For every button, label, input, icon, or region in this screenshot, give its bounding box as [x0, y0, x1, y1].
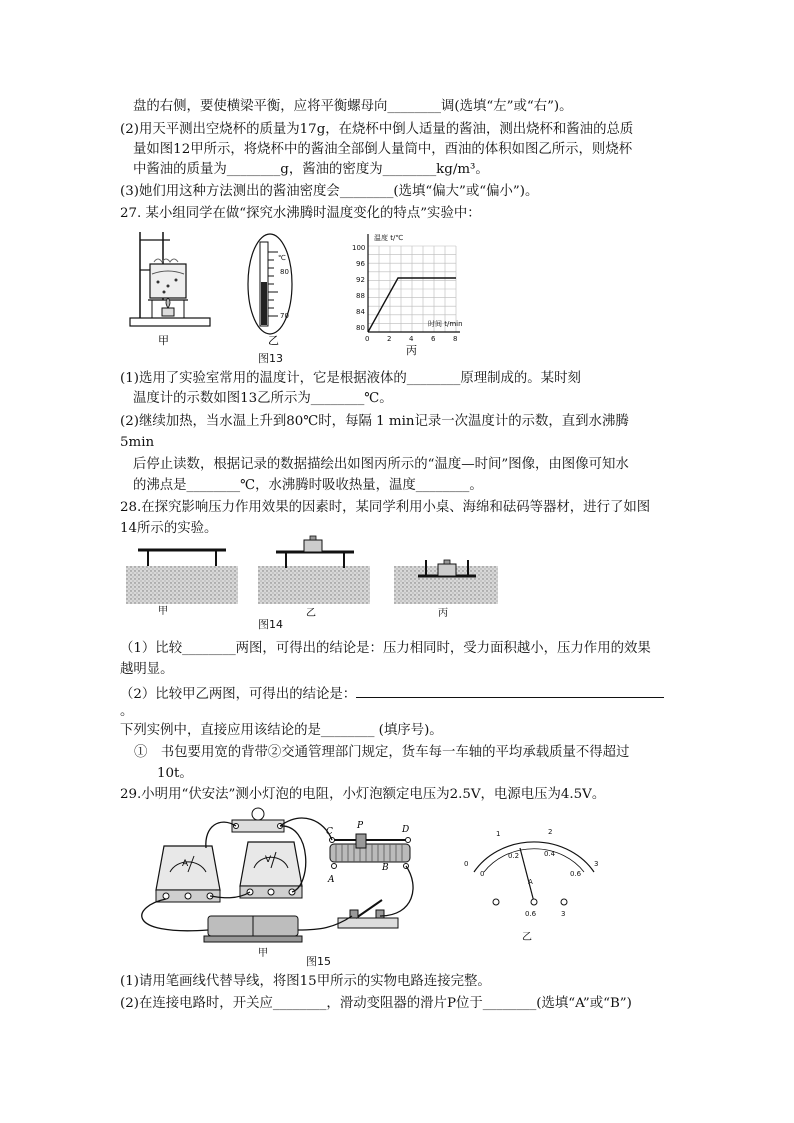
figure-14 [118, 534, 498, 630]
graph-xtick: 4 [409, 335, 414, 343]
text-span: （2）比较甲乙两图，可得出的结论是： [120, 687, 357, 702]
text-line: 14所示的实验。 [120, 521, 218, 536]
label-yi: 乙 [306, 608, 316, 619]
text-line: 越明显。 [120, 662, 174, 677]
voltmeter [240, 842, 302, 898]
ammeter [156, 846, 220, 902]
figure-13-caption: 图13 [258, 352, 283, 365]
graph-ylabel: 温度 t/℃ [374, 234, 404, 242]
figure-15 [124, 806, 614, 971]
text-line: 。 [120, 704, 134, 719]
text-line: 温度计的示数如图13乙所示为________℃。 [133, 391, 393, 406]
graph-ytick: 92 [356, 276, 365, 284]
answer-blank[interactable] [356, 684, 664, 698]
text-line: 10t。 [157, 766, 193, 781]
text-line: 下列实例中，直接应用该结论的是________ (填序号)。 [120, 723, 443, 738]
terminal-c: C [326, 827, 333, 837]
graph-ytick: 100 [352, 244, 366, 252]
label-jia: 甲 [158, 606, 168, 617]
label-bing: 丙 [438, 608, 448, 619]
text-line: (2)用天平测出空烧杯的质量为17g，在烧杯中倒人适量的酱油，测出烧杯和酱油的总质 [120, 122, 634, 137]
graph-xtick: 6 [431, 335, 436, 343]
question-28-title: 28.在探究影响压力作用效果的因素时，某同学利用小桌、海绵和砝码等器材，进行了如图 [120, 500, 651, 515]
battery [204, 916, 302, 942]
text-line: (2)在连接电路时，开关应________，滑动变阻器的滑片P位于________(选填“A”或“B”) [120, 996, 632, 1011]
dial-lower-0: 0 [480, 870, 485, 878]
graph-xtick: 0 [365, 335, 370, 343]
dial-upper-3: 3 [594, 860, 599, 868]
text-line: (3)她们用这种方法测出的酱油密度会________(选填“偏大”或“偏小”)。 [120, 184, 539, 199]
graph-ytick: 84 [356, 308, 365, 316]
sponge-experiment-jia [126, 550, 238, 604]
text-line: （1）比较________两图，可得出的结论是：压力相同时，受力面积越小，压力作用的效果 [120, 641, 651, 656]
figure-15-caption: 图15 [306, 955, 331, 968]
boiling-apparatus [130, 232, 210, 326]
graph-ytick: 80 [356, 324, 365, 332]
figure-13 [118, 222, 478, 362]
temperature-time-graph [368, 234, 460, 332]
graph-xtick: 8 [453, 335, 458, 343]
thermo-unit: ℃ [278, 254, 286, 262]
dial-upper-2: 2 [548, 828, 553, 836]
label-bing: 丙 [406, 344, 417, 357]
terminal-d: D [402, 825, 410, 835]
thermo-tick-70: 70 [280, 312, 289, 320]
sponge-experiment-yi [258, 536, 370, 604]
figure-14-caption: 图14 [258, 618, 283, 631]
text-line: 盘的右侧，要使横梁平衡，应将平衡螺母向________调(选填“左”或“右”)。 [133, 99, 573, 114]
dial-terminal-06: 0.6 [525, 910, 537, 918]
dial-upper-0: 0 [464, 860, 469, 868]
question-29-title: 29.小明用“伏安法”测小灯泡的电阻，小灯泡额定电压为2.5V，电源电压为4.5V。 [120, 787, 606, 802]
sponge-experiment-bing [394, 560, 498, 604]
dial-unit: A [528, 878, 533, 886]
terminal-b: B [382, 863, 389, 873]
label-yi: 乙 [522, 932, 532, 943]
text-line: ① 书包要用宽的背带②交通管理部门规定，货车每一车轴的平均承载质量不得超过 [134, 745, 630, 760]
label-yi: 乙 [268, 334, 279, 347]
switch [338, 900, 398, 928]
label-jia: 甲 [258, 948, 268, 959]
label-jia: 甲 [158, 334, 169, 347]
dial-lower-06: 0.6 [570, 870, 582, 878]
ammeter-label: A [182, 859, 189, 869]
text-line: 中酱油的质量为________g，酱油的密度为________kg/m³。 [133, 162, 489, 177]
rheostat [330, 834, 411, 869]
graph-ytick: 96 [356, 260, 365, 268]
voltmeter-label: V [265, 855, 272, 865]
dial-terminal-3: 3 [561, 910, 566, 918]
graph-xlabel: 时间 t/min [428, 320, 463, 328]
graph-xtick: 2 [387, 335, 392, 343]
text-line: 后停止读数，根据记录的数据描绘出如图丙所示的“温度—时间”图像，由图像可知水 [133, 457, 629, 472]
text-line: (1)选用了实验室常用的温度计，它是根据液体的________原理制成的。某时刻 [120, 371, 581, 386]
thermo-tick-80: 80 [280, 268, 289, 276]
text-line: (2)继续加热，当水温上升到80℃时，每隔 1 min记录一次温度计的示数，直到水沸腾 [120, 414, 629, 429]
light-bulb [232, 808, 284, 832]
text-line: 5min [120, 435, 155, 450]
dial-upper-1: 1 [496, 830, 501, 838]
text-line: (1)请用笔画线代替导线，将图15甲所示的实物电路连接完整。 [120, 974, 491, 989]
graph-ytick: 88 [356, 292, 365, 300]
terminal-a: A [328, 875, 335, 885]
question-27-title: 27. 某小组同学在做“探究水沸腾时温度变化的特点”实验中： [120, 206, 481, 221]
dial-lower-04: 0.4 [544, 850, 556, 858]
text-line [120, 684, 664, 704]
text-line: 的沸点是________℃，水沸腾时吸收热量，温度________。 [133, 478, 483, 493]
dial-lower-02: 0.2 [508, 852, 520, 860]
text-line: 量如图12甲所示，将烧杯中的酱油全部倒人量筒中，酉油的体积如图乙所示，则烧杯 [133, 142, 633, 157]
terminal-p: P [357, 821, 364, 831]
